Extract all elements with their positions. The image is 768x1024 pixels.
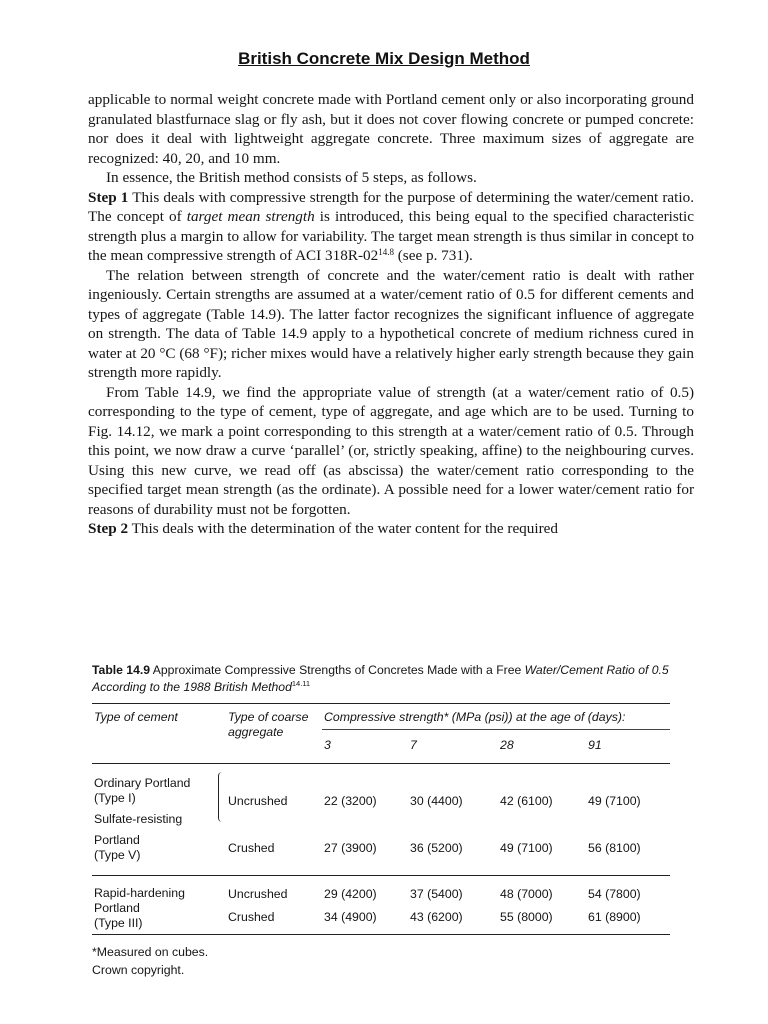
- strength-table: [92, 703, 670, 935]
- value-cell: 48 (7000): [500, 887, 553, 902]
- value-cell: 43 (6200): [410, 910, 463, 925]
- step-1-text-c: (see p. 731).: [393, 247, 473, 264]
- value-cell: 27 (3900): [324, 840, 377, 855]
- cement-cell: [92, 830, 226, 876]
- value-cell: 37 (5400): [410, 887, 463, 902]
- table-caption: [92, 662, 670, 696]
- cement-cell: [92, 764, 226, 810]
- table-caption-reference: 14.11: [291, 679, 311, 688]
- cement-name: Portland: [94, 901, 140, 915]
- value-cell: 29 (4200): [324, 887, 377, 902]
- value-cell: 42 (6100): [500, 794, 553, 808]
- header-compressive-strength: Compressive strength* (MPa (psi)) at the age of (days):: [322, 704, 670, 730]
- aggregate-cell-uncrushed: Uncrushed: [228, 887, 288, 902]
- value-cell: 61 (8900): [588, 910, 641, 925]
- table-footnotes: [92, 943, 670, 979]
- paragraph-steps-overview: In essence, the British method consists of 5 steps, as follows.: [106, 169, 477, 186]
- value-cell: 55 (8000): [500, 910, 553, 925]
- paragraph-intro: applicable to normal weight concrete made with Portland cement only or also incorporating ground granulated blastfurnace slag or fly ash, but it does not cover flowing concrete or pumped concrete: nor does it deal with lightweight aggregate concrete. Three maximum sizes of aggregate are recognized: 40, 20, and 10 mm.: [88, 91, 694, 167]
- table-row: [92, 764, 670, 810]
- cement-name: Ordinary Portland: [94, 776, 191, 790]
- cement-name: Sulfate-resisting: [94, 812, 183, 826]
- aggregate-cell-crushed: Crushed: [228, 910, 275, 925]
- table-14-9: [92, 662, 670, 979]
- table-row: [92, 876, 670, 907]
- footnote-measured-on-cubes: *Measured on cubes.: [92, 945, 209, 959]
- body-text: [88, 90, 694, 539]
- table-number: Table 14.9: [92, 663, 151, 677]
- header-day-7: 7: [408, 730, 498, 764]
- step-2-label: Step 2: [88, 520, 129, 537]
- table-caption-italic: Water/Cement Ratio of 0.5 According to the 1988 British Method: [92, 663, 669, 694]
- header-day-3: 3: [322, 730, 408, 764]
- header-day-28: 28: [498, 730, 586, 764]
- value-cell: 49 (7100): [588, 794, 641, 808]
- value-cell: 54 (7800): [588, 887, 641, 902]
- header-day-91: 91: [586, 730, 670, 764]
- paragraph-table-usage: From Table 14.9, we find the appropriate value of strength (at a water/cement ratio of 0.5) corresponding to the type of cement, type of aggregate, and age which are to be used. Turning to Fig. 14.12, we mark a point corresponding to this strength at a water/cement ratio of 0.5. Through this point, we now draw a curve ‘parallel’ (or, strictly speaking, affine) to the neighbouring curves. Using this new curve, we read off (as abscissa) the water/cement ratio corresponding to the specified target mean strength (as the ordinate). A possible need for a lower water/cement ratio for reasons of durability must not be forgotten.: [88, 383, 694, 518]
- table-row: [92, 830, 670, 876]
- value-cell: 49 (7100): [500, 840, 553, 855]
- table-group-ordinary-sulfate: [92, 764, 670, 876]
- target-mean-strength-term: target mean strength: [186, 208, 315, 225]
- paragraph-step-1: [88, 188, 694, 266]
- table-caption-text: Approximate Compressive Strengths of Concretes Made with a Free: [150, 663, 525, 677]
- paragraph-strength-relation: The relation between strength of concrete and the water/cement ratio is dealt with rather ingeniously. Certain strengths are assumed at a water/cement ratio of 0.5 for different cements and types of aggregate (Table 14.9). The latter factor recognizes the significant influence of aggregate on strength. The data of Table 14.9 apply to a hypothetical concrete of medium richness cured in water at 20 °C (68 °F); richer mixes would have a relatively higher early strength because they gain strength more rapidly.: [88, 266, 694, 381]
- table-group-rapid-hardening: [92, 876, 670, 935]
- aggregate-cell-crushed: Crushed: [228, 840, 275, 855]
- brace-bracket: [218, 772, 226, 822]
- cement-name: Portland: [94, 833, 140, 847]
- value-cell: 36 (5200): [410, 840, 463, 855]
- value-cell: 30 (4400): [410, 794, 463, 808]
- aggregate-cell-uncrushed: Uncrushed: [226, 764, 322, 831]
- cement-cell: [92, 876, 226, 935]
- cement-cell: [92, 809, 226, 830]
- value-cell: 56 (8100): [588, 840, 641, 855]
- step-1-text-a: This deals with compressive strength for the purpose of determining the water/cement ratio. The concept of: [88, 188, 694, 225]
- page-title: British Concrete Mix Design Method: [238, 49, 530, 68]
- step-2-text: This deals with the determination of the water content for the required: [128, 520, 558, 537]
- cement-type-code: (Type III): [94, 916, 143, 930]
- value-cell: 34 (4900): [324, 910, 377, 925]
- header-cement-type: Type of cement: [92, 704, 226, 764]
- footnote-crown-copyright: Crown copyright.: [92, 963, 185, 977]
- step-1-text-b: is introduced, this being equal to the specified characteristic strength plus a margin to allow for variability. The target mean strength is thus similar in concept to the mean compressive strength of ACI 318R-02: [88, 208, 694, 264]
- cement-type-code: (Type I): [94, 791, 136, 805]
- paragraph-step-2: [88, 519, 694, 539]
- cement-name: Rapid-hardening: [94, 886, 185, 900]
- step-1-label: Step 1: [88, 188, 129, 206]
- cement-type-code: (Type V): [94, 848, 141, 862]
- header-aggregate-type: Type of coarse aggregate: [226, 704, 322, 764]
- reference-superscript: 14.8: [378, 247, 394, 257]
- value-cell: 22 (3200): [324, 794, 377, 808]
